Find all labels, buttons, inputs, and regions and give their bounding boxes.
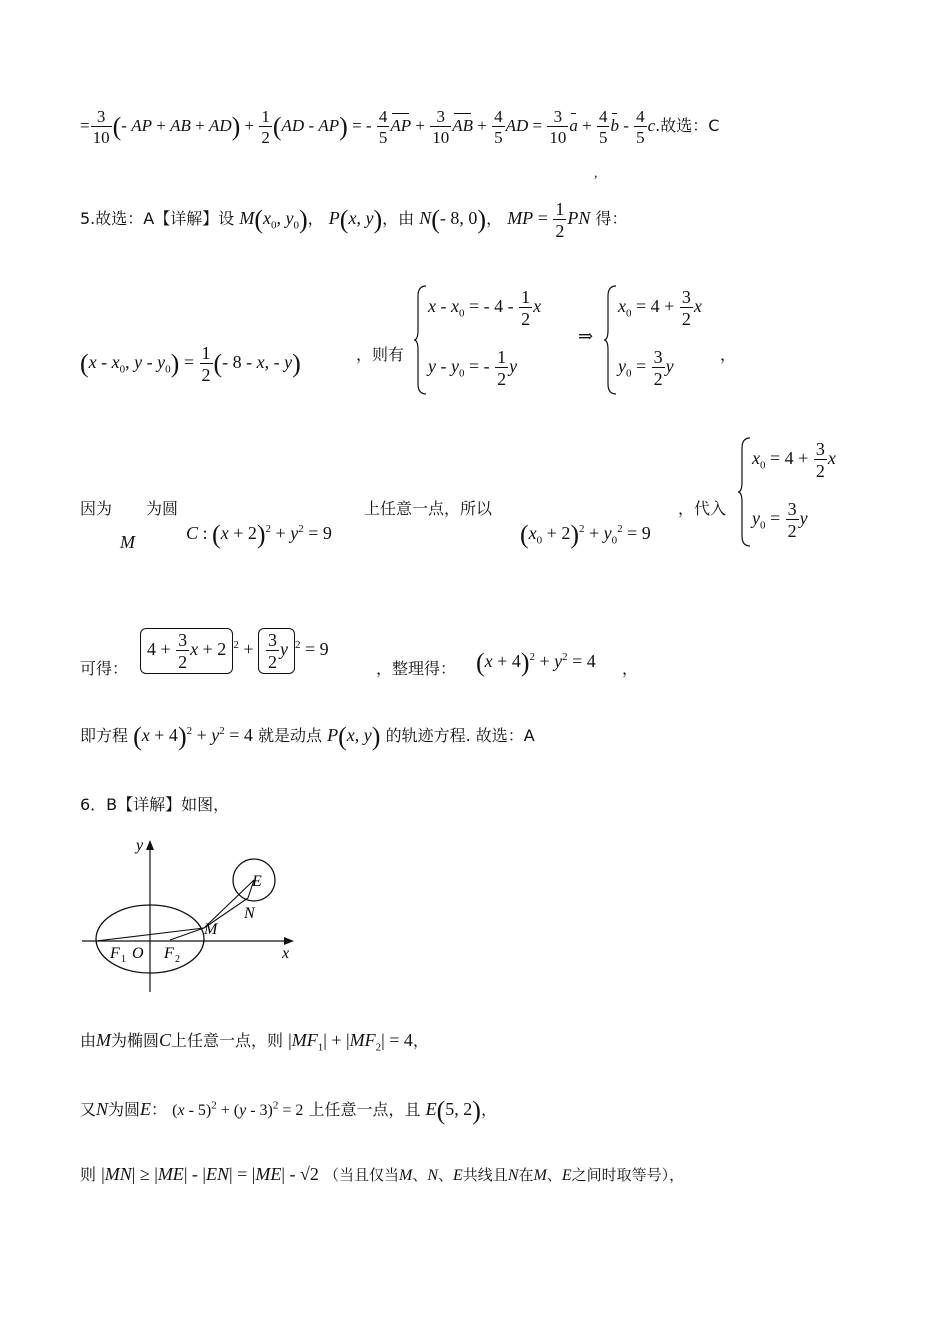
label-e: E <box>252 873 262 890</box>
substituted-circle: $(x_0 + 2)^2 + y_0^2 = 9$ <box>520 520 651 549</box>
point-n: N(- 8, 0) <box>419 205 487 234</box>
mp-relation: MP = $\frac{1}{2}$ PN <box>507 199 591 241</box>
brace-left-1 <box>414 284 428 396</box>
ellipse-circle-figure <box>80 832 300 994</box>
because-text: 因为 <box>80 499 113 518</box>
ellipse-sum: $|MF_1| + |MF_2| = 4$ <box>288 1030 413 1054</box>
system2-row2: $y_0$ = $\frac{3}{2}$ y <box>618 347 674 389</box>
label-o: O <box>132 945 144 962</box>
q6-line1: 由M为椭圆C上任意一点，则 $|MF_1| + |MF_2| = 4$， <box>80 1030 429 1054</box>
svg-text:1: 1 <box>121 954 126 965</box>
label-m-fig: M <box>204 921 218 938</box>
system3-row1: $x_0 = 4$ + $\frac{3}{2}$ x <box>752 439 836 481</box>
brace-left-2 <box>604 284 618 396</box>
vector-equation-line: = $\frac{3}{10}$ (- AP + AB + AD) + $\frac{1}{2}$ (AD - AP) = - $\frac{4}{5}$ AP + $\frac{3}{10}$ AB + $\frac{4}{5}$ AD = $\frac{3}{10}$ a + $\frac{4}{5}$ b - $\frac{4}{5}$ c.故选：C <box>80 107 720 147</box>
implies-arrow: ⇒ <box>578 326 594 346</box>
circle-c-equation: C : $(x + 2)^2 + y^2 = 9$ <box>186 520 332 549</box>
expanded-equation: 4 + $\frac{3}{2}$ x + 2 $^2$ + $\frac{3}{2}$ y $^2$ = 9 <box>140 628 329 674</box>
label-n: N <box>244 905 255 922</box>
q5-head: 5.故选：A【详解】设 <box>80 209 235 229</box>
q6-line3: 则 |MN| ≥ |ME| - |EN| = |ME| - √2 （当且仅当M、N、E共线且N在M、E之间时取等号）， <box>80 1164 685 1184</box>
system1-row1: x - $x_0$ = - 4 - $\frac{1}{2}$ x <box>428 287 542 329</box>
svg-text:2: 2 <box>175 954 180 965</box>
vector-relation: ($x - x_0$, y - $y_0$) = $\frac{1}{2}$ (- 8 - x, - y) <box>80 343 301 385</box>
brace-left-3 <box>738 436 752 548</box>
system2-row1: $x_0 = 4$ + $\frac{3}{2}$ x <box>618 287 702 329</box>
q6-head: 6．B【详解】如图， <box>80 795 230 814</box>
point-e: E(5, 2) <box>425 1096 481 1125</box>
point-m: $M(x_0$, $y_0$) <box>239 205 308 234</box>
label-m: M <box>120 532 135 552</box>
locus-line: 即方程 $(x + 4)^2 + y^2 = 4$ 就是动点 P(x, y) 的轨迹方程. 故选：A <box>80 722 535 751</box>
system1-row2: y - $y_0$ = - $\frac{1}{2}$ y <box>428 347 518 389</box>
system3-row2: $y_0$ = $\frac{3}{2}$ y <box>752 499 808 541</box>
circle-e-equation: (x - 5)$^2$ + (y - 3)$^2$ = 2 <box>172 1099 304 1120</box>
q5-line1: 5.故选：A【详解】设 $M(x_0$, $y_0$)， P(x, y)，由 N(- 8, 0)， MP = $\frac{1}{2}$ PN 得： <box>80 199 628 241</box>
stray-mark: , <box>594 166 598 181</box>
axis-x-label: x <box>282 945 290 962</box>
label-f2: F <box>164 945 174 962</box>
conclusion-c: .故选：C <box>655 115 720 135</box>
point-p: P(x, y) <box>328 205 383 234</box>
axis-y-label: y <box>136 837 144 854</box>
label-f1: F <box>110 945 120 962</box>
distance-inequality: |MN| ≥ |ME| - |EN| = |ME| - √2 <box>101 1164 319 1184</box>
simplified-equation: $(x + 4)^2 + y^2 = 4$ <box>476 648 596 677</box>
q6-line2: 又N为圆E： (x - 5)$^2$ + (y - 3)$^2$ = 2 上任意一点，且 E(5, 2)， <box>80 1096 497 1125</box>
